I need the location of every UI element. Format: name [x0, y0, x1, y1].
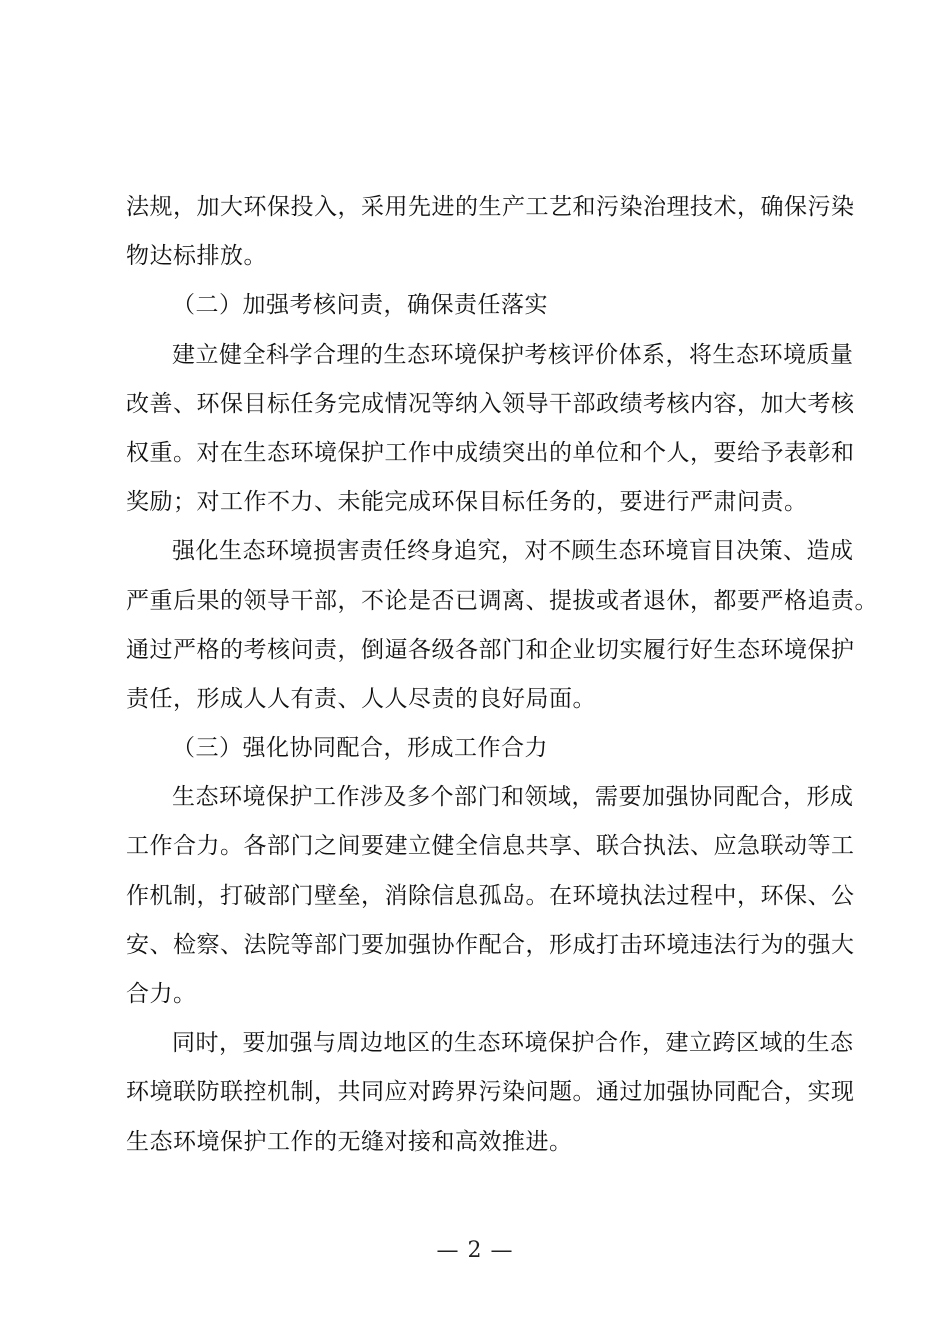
paragraph-line: 法规，加大环保投入，采用先进的生产工艺和污染治理技术，确保污染 — [126, 194, 855, 220]
paragraph-line: 强化生态环境损害责任终身追究，对不顾生态环境盲目决策、造成 — [172, 538, 854, 565]
paragraph-line: 工作合力。各部门之间要建立健全信息共享、联合执法、应急联动等工 — [126, 833, 855, 860]
paragraph-line: 同时，要加强与周边地区的生态环境保护合作，建立跨区域的生态 — [172, 1030, 854, 1057]
paragraph-line: 通过严格的考核问责，倒逼各级各部门和企业切实履行好生态环境保护 — [126, 636, 855, 663]
paragraph-line: 物达标排放。 — [126, 243, 267, 270]
paragraph-line: 合力。 — [126, 981, 197, 1007]
paragraph-line: 安、检察、法院等部门要加强协作配合，形成打击环境违法行为的强大 — [126, 931, 855, 958]
paragraph-line: 权重。对在生态环境保护工作中成绩突出的单位和个人，要给予表彰和 — [126, 439, 855, 466]
paragraph-line: 作机制，打破部门壁垒，消除信息孤岛。在环境执法过程中，环保、公 — [126, 882, 855, 909]
paragraph-line: 严重后果的领导干部，不论是否已调离、提拔或者退休，都要严格追责。 — [126, 587, 878, 614]
section-heading: （二）加强考核问责，确保责任落实 — [172, 292, 548, 319]
paragraph-line: 奖励；对工作不力、未能完成环保目标任务的，要进行严肃问责。 — [126, 489, 808, 516]
paragraph-line: 生态环境保护工作涉及多个部门和领域，需要加强协同配合，形成 — [172, 784, 854, 811]
paragraph-line: 建立健全科学合理的生态环境保护考核评价体系，将生态环境质量 — [172, 341, 854, 368]
page-number: — 2 — — [436, 1238, 514, 1263]
paragraph-line: 环境联防联控机制，共同应对跨界污染问题。通过加强协同配合，实现 — [126, 1079, 855, 1106]
document-body — [126, 183, 878, 1167]
paragraph-line: 改善、环保目标任务完成情况等纳入领导干部政绩考核内容，加大考核 — [126, 390, 855, 417]
section-heading: （三）强化协同配合，形成工作合力 — [172, 735, 548, 762]
paragraph-line: 生态环境保护工作的无缝对接和高效推进。 — [126, 1128, 573, 1155]
paragraph-line: 责任，形成人人有责、人人尽责的良好局面。 — [126, 685, 596, 712]
